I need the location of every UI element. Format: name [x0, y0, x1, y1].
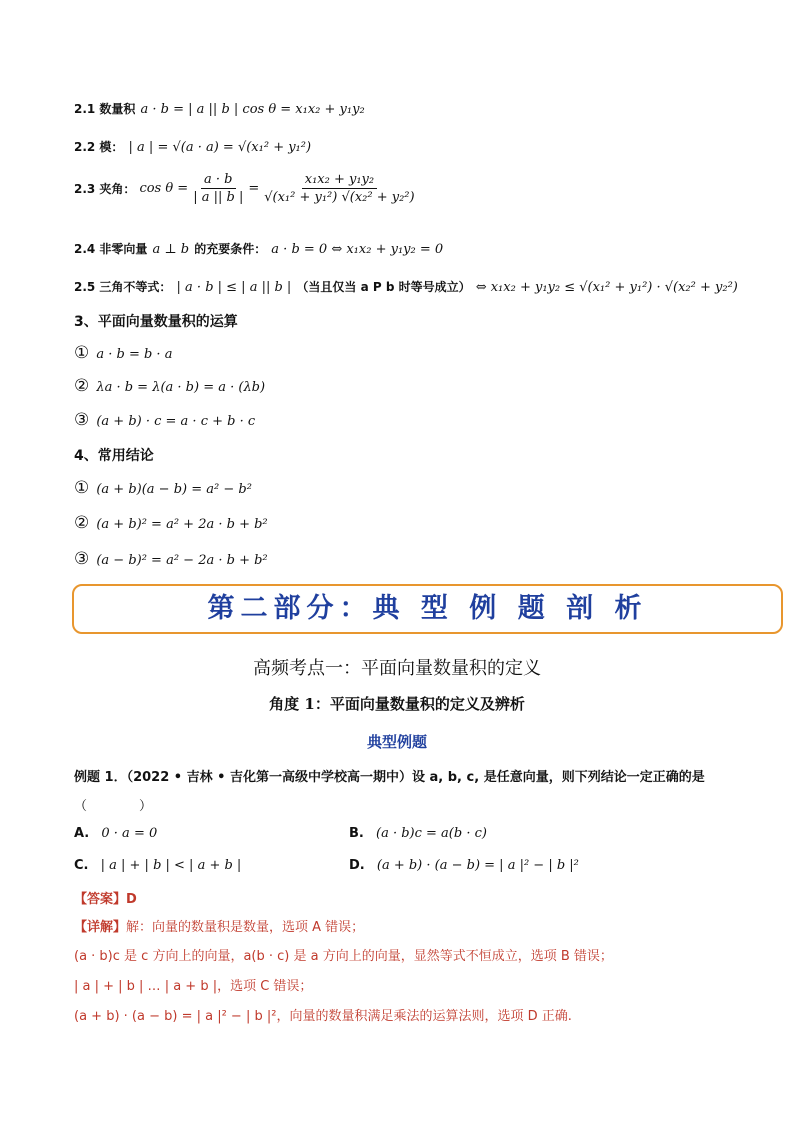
frac2-denominator: √(x₁² + y₁²) √(x₂² + y₂²)	[264, 190, 415, 205]
sec4-item-1	[74, 478, 252, 498]
option-a	[74, 826, 157, 841]
sec4-item-1-marker: ①	[74, 478, 90, 498]
part-two-banner	[72, 584, 783, 634]
sec3-item-3	[74, 410, 255, 430]
option-d	[349, 858, 579, 873]
sec3-item-1-marker: ①	[74, 343, 90, 363]
formula-2-2-expr: | a | = √(a · a) = √(x₁² + y₁²)	[128, 140, 312, 155]
sec4-item-2	[74, 513, 268, 533]
section-3-heading: 3、平面向量数量积的运算	[74, 314, 238, 330]
typical-examples-heading: 典型例题	[366, 733, 427, 751]
formula-2-1-label: 2.1 数量积	[74, 102, 136, 116]
formula-2-2-label: 2.2 模：	[74, 140, 124, 154]
option-b	[349, 826, 487, 841]
section-4-heading: 4、常用结论	[74, 448, 154, 464]
formula-2-1-expr: a · b = | a || b | cos θ = x₁x₂ + y₁y₂	[140, 102, 365, 117]
formula-2-4	[74, 238, 443, 257]
sec4-item-1-formula: (a + b)(a − b) = a² − b²	[96, 482, 252, 497]
detail-line-4: (a + b) · (a − b) = | a |² − | b |²，向量的数量积满足乘法的运算法则，选项 D 正确.	[74, 1009, 572, 1024]
example-1-question: 设 a, b, c, 是任意向量，则下列结论一定正确的是	[411, 770, 705, 785]
option-a-label: A.	[74, 826, 90, 841]
detail-line-3: | a | + | b | … | a + b |，选项 C 错误；	[74, 979, 313, 994]
formula-2-3: 2.3 夹角： cos θ = $\frac{a \cdot b}{| a || b |}$ = $\frac{\text{x₁x₂ + y₁y₂}}{\text{√(x₁² + y₁²) √(x₂² + y₂²)}}$	[74, 172, 420, 205]
answer-value: D	[126, 892, 137, 907]
example-1-stem	[74, 766, 705, 785]
sec4-item-3-formula: (a − b)² = a² − 2a · b + b²	[96, 553, 268, 568]
sec3-item-3-formula: (a + b) · c = a · c + b · c	[96, 414, 256, 429]
sec4-item-2-formula: (a + b)² = a² + 2a · b + b²	[96, 517, 268, 532]
frac2-numerator: x₁x₂ + y₁y₂	[302, 172, 377, 189]
option-d-label: D.	[349, 858, 365, 873]
sec3-item-2-marker: ②	[74, 376, 90, 396]
formula-2-5-note: （当且仅当 a P b 时等号成立）	[296, 280, 471, 294]
option-c-label: C.	[74, 858, 89, 873]
option-b-label: B.	[349, 826, 364, 841]
detail-line-2: (a · b)c 是 c 方向上的向量，a(b · c) 是 a 方向上的向量，显然等式不恒成立，选项 B 错误；	[74, 949, 613, 964]
formula-2-4-text: 的充要条件：	[194, 242, 267, 256]
formula-2-5	[74, 276, 738, 295]
formula-2-4-expr: a · b = 0 ⇔ x₁x₂ + y₁y₂ = 0	[271, 242, 444, 257]
formula-2-2	[74, 136, 311, 155]
formula-2-4-mid: a ⊥ b	[152, 242, 190, 257]
formula-2-5-expr2: ⇔ x₁x₂ + y₁y₂ ≤ √(x₁² + y₁²) · √(x₂² + y₂²)	[475, 280, 738, 295]
formula-2-5-label: 2.5 三角不等式：	[74, 280, 172, 294]
example-1-paren: （ ）	[74, 799, 153, 814]
example-1-source: （2022 • 吉林 • 吉化第一高级中学校高一期中）	[126, 770, 412, 785]
formula-2-5-expr1: | a · b | ≤ | a || b |	[176, 280, 292, 295]
detail-text-1: 解：向量的数量积是数量，选项 A 错误；	[126, 920, 365, 935]
angle-heading: 角度 1：平面向量数量积的定义及辨析	[269, 695, 525, 713]
formula-2-4-label: 2.4 非零向量	[74, 242, 148, 256]
sec4-item-3-marker: ③	[74, 549, 90, 569]
sec3-item-2-formula: λa · b = λ(a · b) = a · (λb)	[96, 380, 266, 395]
formula-2-1	[74, 98, 365, 117]
topic-heading: 高频考点一：平面向量数量积的定义	[253, 658, 541, 679]
option-c	[74, 858, 241, 873]
option-b-formula: (a · b)c = a(b · c)	[376, 826, 487, 841]
frac1-numerator: a · b	[201, 172, 235, 189]
option-c-formula: | a | + | b | < | a + b |	[100, 858, 242, 873]
option-a-formula: 0 · a = 0	[101, 826, 158, 841]
sec3-item-3-marker: ③	[74, 410, 90, 430]
formula-2-3-frac2	[261, 172, 417, 205]
part-two-banner-title: 第二部分：典 型 例 题 剖 析	[207, 593, 648, 624]
sec3-item-1	[74, 343, 172, 363]
formula-2-3-label: 2.3 夹角：	[74, 182, 136, 196]
answer-tag: 【答案】	[74, 892, 127, 907]
detail-tag: 【详解】	[74, 920, 127, 935]
detail-line-1	[74, 916, 364, 935]
sec3-item-1-formula: a · b = b · a	[96, 347, 173, 362]
example-1-prefix: 例题 1．	[74, 770, 127, 785]
sec4-item-2-marker: ②	[74, 513, 90, 533]
formula-2-3-frac1	[190, 172, 246, 205]
formula-2-3-lhs: cos θ =	[139, 181, 189, 196]
answer-line	[74, 888, 137, 907]
option-d-formula: (a + b) · (a − b) = | a |² − | b |²	[376, 858, 579, 873]
sec3-item-2	[74, 376, 265, 396]
sec4-item-3	[74, 549, 268, 569]
frac1-denominator: | a || b |	[193, 190, 244, 205]
